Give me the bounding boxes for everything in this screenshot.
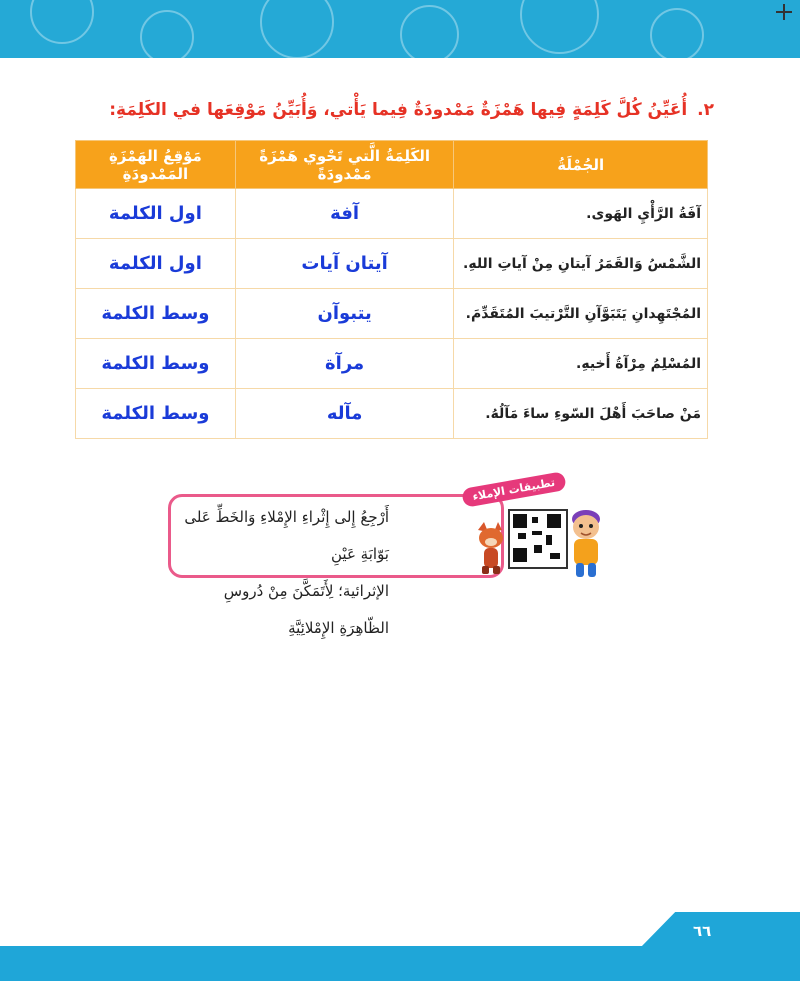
- question-heading: [74, 100, 714, 120]
- footer-band: [0, 946, 800, 981]
- table-row: [76, 389, 708, 439]
- decor-swirl: [400, 5, 459, 58]
- row-word: يتبوآن: [235, 289, 454, 339]
- row-word: مرآة: [235, 339, 454, 389]
- row-word: آفة: [235, 189, 454, 239]
- row-sentence: الشَّمْسُ وَالقَمَرُ آيتانِ مِنْ آياتِ اللهِ.: [454, 239, 708, 289]
- question-number: ٢.: [697, 100, 714, 120]
- row-position: وسط الكلمة: [76, 389, 236, 439]
- row-sentence: المُسْلِمُ مِرْآةُ أَخيهِ.: [454, 339, 708, 389]
- note-line-2: الإثرائية؛ لِأَتَمَكَّنَ مِنْ دُروسِ الظّاهِرَةِ الإِمْلائِيَّةِ: [223, 582, 389, 637]
- row-position: اول الكلمة: [76, 189, 236, 239]
- row-position: اول الكلمة: [76, 239, 236, 289]
- row-position: وسط الكلمة: [76, 339, 236, 389]
- note-line-1: أَرْجِعُ إِلى إِثْراءِ الإِمْلاءِ وَالخَطِّ عَلى بَوّابَةِ عَيْنِ: [184, 508, 389, 563]
- header-sentence: الجُمْلَةُ: [454, 141, 708, 189]
- row-position: وسط الكلمة: [76, 289, 236, 339]
- decor-swirl: [520, 0, 599, 54]
- table-row: [76, 189, 708, 239]
- row-word: مآله: [235, 389, 454, 439]
- note-text: [179, 497, 389, 637]
- table-row: [76, 339, 708, 389]
- note-box: [168, 494, 504, 637]
- header-word: الكَلِمَةُ الَّتي تَحْوي هَمْزَةً مَمْدودَةً: [235, 141, 454, 189]
- boy-character-icon: [566, 505, 606, 580]
- row-word: آيتان آيات: [235, 239, 454, 289]
- crop-mark-icon: [776, 4, 792, 20]
- table-row: [76, 239, 708, 289]
- table-row: [76, 289, 708, 339]
- header-position: مَوْقِعُ الهَمْزَةِ المَمْدودَةِ: [76, 141, 236, 189]
- header-band: [0, 0, 800, 58]
- decor-swirl: [260, 0, 334, 58]
- decor-swirl: [30, 0, 94, 44]
- page-number: ٦٦: [693, 922, 712, 940]
- answers-table: [75, 140, 708, 439]
- qr-code-icon[interactable]: [508, 509, 568, 569]
- question-text: أُعَيِّنُ كُلَّ كَلِمَةٍ فِيها هَمْزَةٌ مَمْدودَةٌ فِيما يَأْتي، وَأُبَيِّنُ مَوْقِعَها في الكَلِمَةِ:: [109, 100, 688, 120]
- row-sentence: آفَةُ الرَّأْيِ الهَوى.: [454, 189, 708, 239]
- row-sentence: مَنْ صاحَبَ أَهْلَ السّوءِ ساءَ مَآلُهُ.: [454, 389, 708, 439]
- decor-swirl: [140, 10, 194, 58]
- table-header-row: [76, 141, 708, 189]
- note-tag: تطبيقات الإملاء: [461, 471, 566, 508]
- row-sentence: المُجْتَهِدانِ يَتَبَوَّآنِ التَّرْتيبَ المُتَقَدِّمَ.: [454, 289, 708, 339]
- footer-tab: [640, 912, 800, 948]
- fox-character-icon: [472, 520, 510, 576]
- decor-swirl: [650, 8, 704, 58]
